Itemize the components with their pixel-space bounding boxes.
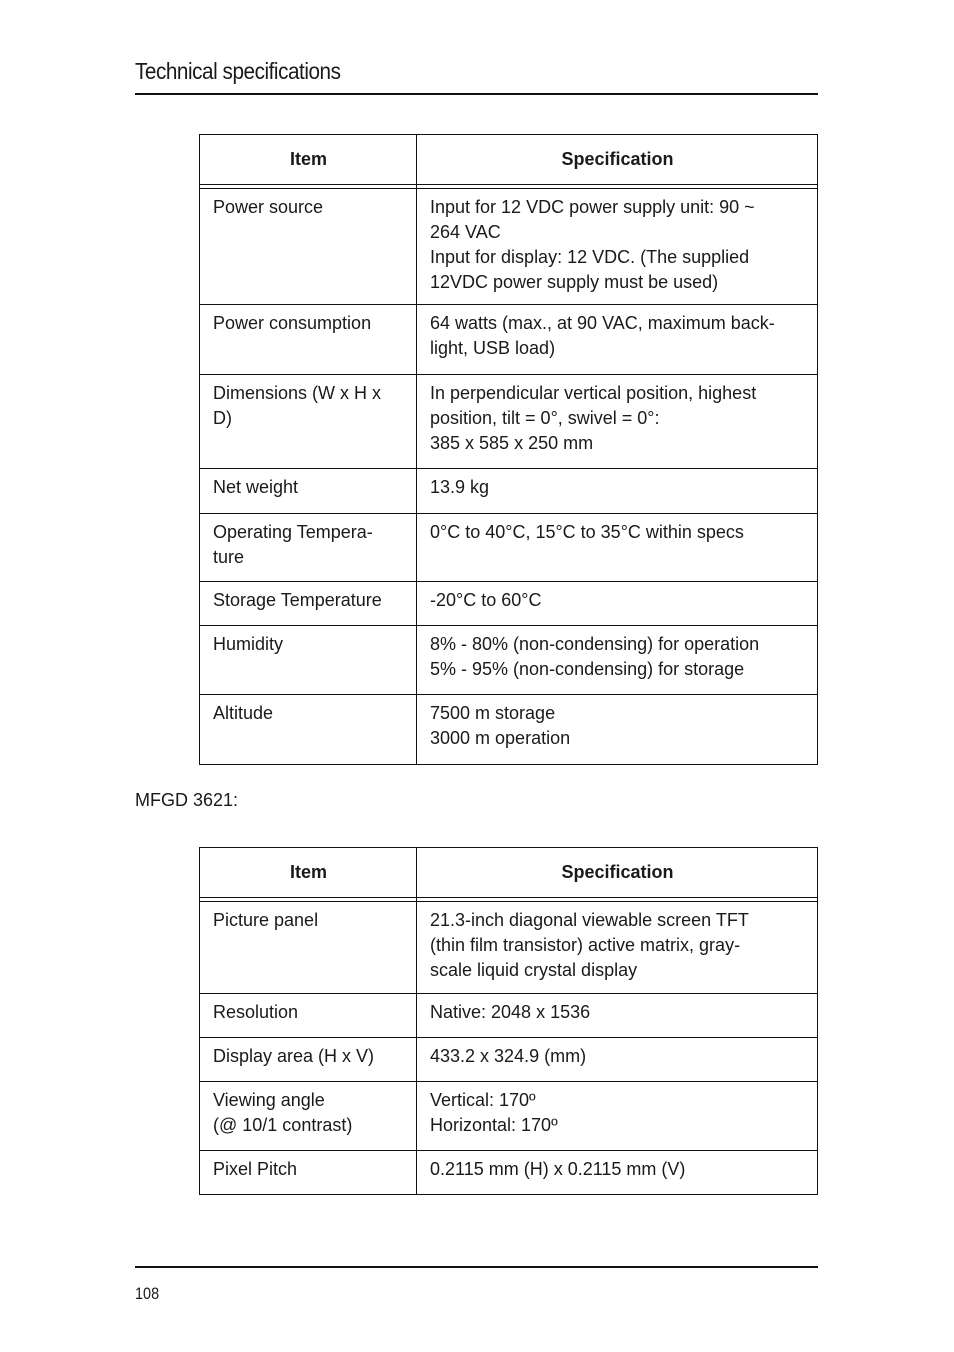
cell-text-line: 3000 m operation [430, 728, 571, 748]
cell-text-line: scale liquid crystal display [430, 960, 638, 980]
cell-text-line: Power source [213, 197, 324, 217]
header-rule [135, 93, 818, 95]
column-header: Item [200, 848, 417, 898]
cell-text-line: D) [213, 408, 232, 428]
spec-cell [417, 902, 818, 994]
table-row [200, 626, 818, 695]
table-row [200, 1151, 818, 1195]
table-row [200, 375, 818, 469]
cell-text-line: Pixel Pitch [213, 1159, 298, 1179]
table-row [200, 1038, 818, 1082]
cell-text-line: 7500 m storage [430, 703, 556, 723]
cell-text-line: Operating Tempera- [213, 522, 373, 542]
item-cell [200, 1082, 417, 1151]
table-row [200, 469, 818, 514]
cell-text-line: position, tilt = 0°, swivel = 0°: [430, 408, 660, 428]
cell-text-line: 64 watts (max., at 90 VAC, maximum back- [430, 313, 775, 333]
cell-text-line: 264 VAC [430, 222, 501, 242]
table-row [200, 189, 818, 305]
cell-text-line: Power consumption [213, 313, 372, 333]
item-cell [200, 582, 417, 626]
cell-text-line: Humidity [213, 634, 284, 654]
spec-cell [417, 994, 818, 1038]
cell-text-line: 0.2115 mm (H) x 0.2115 mm (V) [430, 1159, 686, 1179]
spec-cell [417, 305, 818, 375]
item-cell [200, 469, 417, 514]
table-row [200, 582, 818, 626]
cell-text-line: Picture panel [213, 910, 319, 930]
table-row [200, 994, 818, 1038]
page-number: 108 [135, 1284, 160, 1303]
table-header-row [200, 848, 818, 898]
item-cell [200, 189, 417, 305]
cell-text-line: Viewing angle [213, 1090, 325, 1110]
cell-text-line: -20°C to 60°C [430, 590, 542, 610]
spec-cell [417, 626, 818, 695]
cell-text-line: (thin film transistor) active matrix, gray- [430, 935, 741, 955]
cell-text-line: Storage Temperature [213, 590, 382, 610]
cell-text-line: 13.9 kg [430, 477, 490, 497]
spec-cell [417, 469, 818, 514]
item-cell [200, 626, 417, 695]
cell-text-line: 5% - 95% (non-condensing) for storage [430, 659, 745, 679]
spec-cell [417, 1151, 818, 1195]
specs-table-general [199, 134, 818, 765]
spec-cell [417, 582, 818, 626]
table-header-row [200, 135, 818, 185]
cell-text-line: 385 x 585 x 250 mm [430, 433, 594, 453]
cell-text-line: Input for 12 VDC power supply unit: 90 ~ [430, 197, 755, 217]
item-cell [200, 305, 417, 375]
cell-text-line: 12VDC power supply must be used) [430, 272, 719, 292]
spec-cell [417, 1082, 818, 1151]
spec-cell [417, 695, 818, 765]
table-row [200, 305, 818, 375]
footer-rule [135, 1266, 818, 1268]
cell-text-line: 0°C to 40°C, 15°C to 35°C within specs [430, 522, 744, 542]
cell-text-line: Input for display: 12 VDC. (The supplied [430, 247, 750, 267]
model-caption: MFGD 3621: [135, 790, 239, 810]
cell-text-line: (@ 10/1 contrast) [213, 1115, 353, 1135]
cell-text-line: Altitude [213, 703, 274, 723]
column-header: Specification [417, 135, 818, 185]
item-cell [200, 375, 417, 469]
spec-cell [417, 189, 818, 305]
cell-text-line: Horizontal: 170º [430, 1115, 558, 1135]
table-row [200, 1082, 818, 1151]
specs-table-mfgd-3621 [199, 847, 818, 1195]
item-cell [200, 1151, 417, 1195]
table-row [200, 695, 818, 765]
spec-cell [417, 514, 818, 582]
table-row [200, 902, 818, 994]
cell-text-line: Dimensions (W x H x [213, 383, 382, 403]
page-header-title: Technical specifications [135, 58, 341, 84]
cell-text-line: Net weight [213, 477, 299, 497]
table-row [200, 514, 818, 582]
spec-cell [417, 375, 818, 469]
item-cell [200, 514, 417, 582]
cell-text-line: Native: 2048 x 1536 [430, 1002, 591, 1022]
spec-cell [417, 1038, 818, 1082]
cell-text-line: 433.2 x 324.9 (mm) [430, 1046, 587, 1066]
item-cell [200, 1038, 417, 1082]
item-cell [200, 994, 417, 1038]
cell-text-line: Resolution [213, 1002, 299, 1022]
column-header: Specification [417, 848, 818, 898]
column-header: Item [200, 135, 417, 185]
cell-text-line: 8% - 80% (non-condensing) for operation [430, 634, 760, 654]
cell-text-line: Display area (H x V) [213, 1046, 375, 1066]
item-cell [200, 695, 417, 765]
cell-text-line: ture [213, 547, 245, 567]
item-cell [200, 902, 417, 994]
cell-text-line: In perpendicular vertical position, highest [430, 383, 757, 403]
cell-text-line: Vertical: 170º [430, 1090, 536, 1110]
cell-text-line: light, USB load) [430, 338, 556, 358]
cell-text-line: 21.3-inch diagonal viewable screen TFT [430, 910, 749, 930]
